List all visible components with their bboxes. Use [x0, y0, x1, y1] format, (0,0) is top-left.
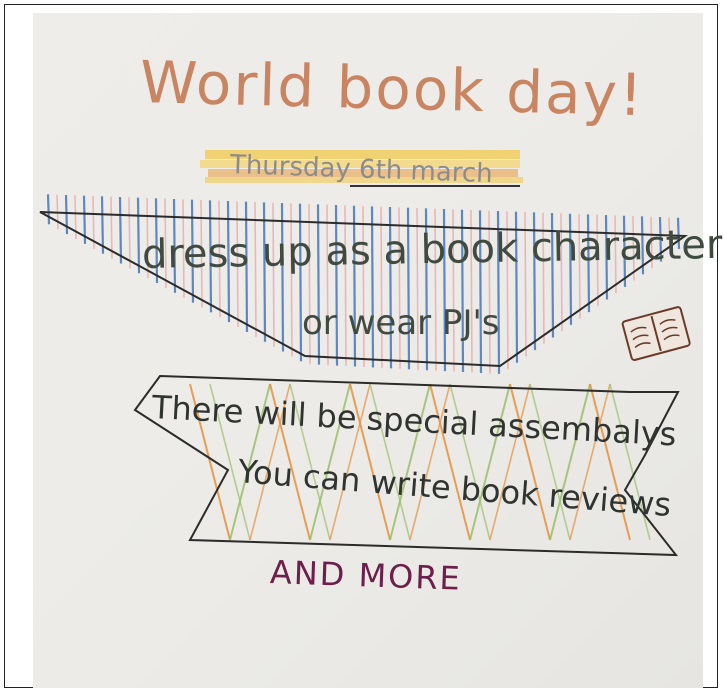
banner-stripe	[48, 194, 49, 224]
event-date: Thursday 6th march	[229, 150, 494, 190]
open-book-icon	[622, 306, 690, 360]
pjs-line: or wear PJ's	[302, 303, 500, 343]
book-reviews-line: You can write book reviews	[236, 452, 673, 525]
banner-stripe	[129, 197, 130, 268]
poster-title: World book day!	[139, 48, 646, 130]
banner-stripe	[120, 197, 121, 263]
and-more-line: AND MORE	[269, 553, 463, 598]
banner-stripe	[300, 204, 301, 362]
banner-stripe	[111, 197, 112, 259]
banner-stripe	[282, 203, 283, 351]
banner-stripe	[291, 203, 292, 356]
banner-stripe	[66, 195, 67, 234]
banner-stripe	[138, 198, 139, 274]
triangle-banner	[40, 194, 685, 374]
assemblies-line: There will be special assembalys	[151, 388, 678, 454]
dress-up-line: dress up as a book character	[141, 221, 723, 278]
